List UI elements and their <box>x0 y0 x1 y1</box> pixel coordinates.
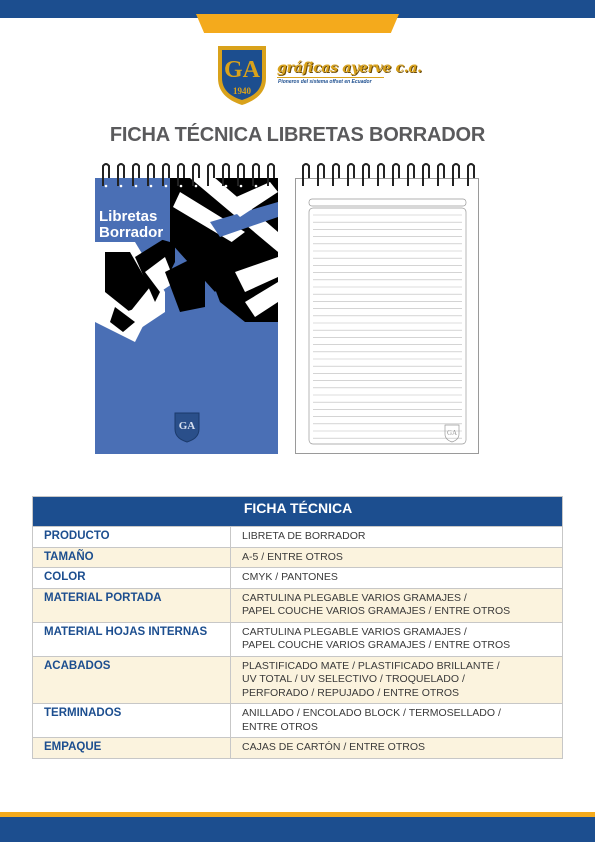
spec-label: EMPAQUE <box>33 738 231 759</box>
spiral-hole <box>225 185 228 188</box>
spec-value: PLASTIFICADO MATE / PLASTIFICADO BRILLANTE / UV TOTAL / UV SELECTIVO / TROQUELADO / PERFORADO / REPUJADO / ENTRE OTROS <box>231 656 563 704</box>
spiral-hole <box>305 185 308 188</box>
spiral-hole <box>105 185 108 188</box>
header-tab <box>196 14 399 33</box>
logo-monogram: GA <box>224 57 260 83</box>
company-logo <box>216 44 422 108</box>
spec-value: ANILLADO / ENCOLADO BLOCK / TERMOSELLADO / ENTRE OTROS <box>231 704 563 738</box>
notebook-page-image <box>295 162 479 454</box>
cover-title-line1: Libretas <box>99 208 158 225</box>
spec-label: MATERIAL PORTADA <box>33 588 231 622</box>
spiral-hole <box>440 185 443 188</box>
spec-value: CARTULINA PLEGABLE VARIOS GRAMAJES / PAPEL COUCHE VARIOS GRAMAJES / ENTRE OTROS <box>231 622 563 656</box>
page-monogram: GA <box>446 429 458 437</box>
spiral-hole <box>180 185 183 188</box>
notebook-cover-image <box>95 162 278 454</box>
brand-slogan: Pioneros del sistema offset en Ecuador <box>278 79 372 85</box>
brand-name: gráficas ayerve c.a. <box>277 60 422 76</box>
spiral-hole <box>335 185 338 188</box>
header-band-inner <box>0 0 595 14</box>
spiral-hole <box>320 185 323 188</box>
spiral-hole <box>350 185 353 188</box>
spec-table-header: FICHA TÉCNICA <box>33 497 563 527</box>
spiral-hole <box>425 185 428 188</box>
spec-table <box>32 496 563 759</box>
spec-value: CARTULINA PLEGABLE VARIOS GRAMAJES / PAPEL COUCHE VARIOS GRAMAJES / ENTRE OTROS <box>231 588 563 622</box>
spiral-hole <box>470 185 473 188</box>
spec-row <box>33 588 563 622</box>
spiral-hole <box>150 185 153 188</box>
spiral-hole <box>255 185 258 188</box>
brand-underline <box>277 77 384 78</box>
spec-label: PRODUCTO <box>33 527 231 548</box>
spiral-hole <box>270 185 273 188</box>
spiral-hole <box>135 185 138 188</box>
spec-row <box>33 527 563 548</box>
shield-logo-icon <box>216 44 268 106</box>
spiral-hole <box>455 185 458 188</box>
spec-row <box>33 738 563 759</box>
spec-label: TERMINADOS <box>33 704 231 738</box>
spiral-hole <box>195 185 198 188</box>
cover-shield-icon <box>175 413 199 442</box>
spiral-hole <box>395 185 398 188</box>
spiral-hole <box>210 185 213 188</box>
spec-label: COLOR <box>33 568 231 589</box>
spiral-hole <box>365 185 368 188</box>
spec-label: ACABADOS <box>33 656 231 704</box>
footer-band <box>0 817 595 842</box>
spec-row <box>33 547 563 568</box>
spiral-hole <box>240 185 243 188</box>
spiral-hole <box>410 185 413 188</box>
spiral-hole <box>380 185 383 188</box>
spec-row <box>33 622 563 656</box>
spec-value: CAJAS DE CARTÓN / ENTRE OTROS <box>231 738 563 759</box>
cover-title-line2: Borrador <box>99 224 164 241</box>
spec-value: CMYK / PANTONES <box>231 568 563 589</box>
spec-row <box>33 656 563 704</box>
cover-monogram: GA <box>178 420 196 432</box>
spec-label: MATERIAL HOJAS INTERNAS <box>33 622 231 656</box>
spiral-hole <box>120 185 123 188</box>
spec-value: A-5 / ENTRE OTROS <box>231 547 563 568</box>
page-title: FICHA TÉCNICA LIBRETAS BORRADOR <box>109 124 486 146</box>
spec-label: TAMAÑO <box>33 547 231 568</box>
spiral-hole <box>165 185 168 188</box>
logo-year: 1940 <box>233 86 251 96</box>
spec-row <box>33 568 563 589</box>
spec-row <box>33 704 563 738</box>
spec-value: LIBRETA DE BORRADOR <box>231 527 563 548</box>
